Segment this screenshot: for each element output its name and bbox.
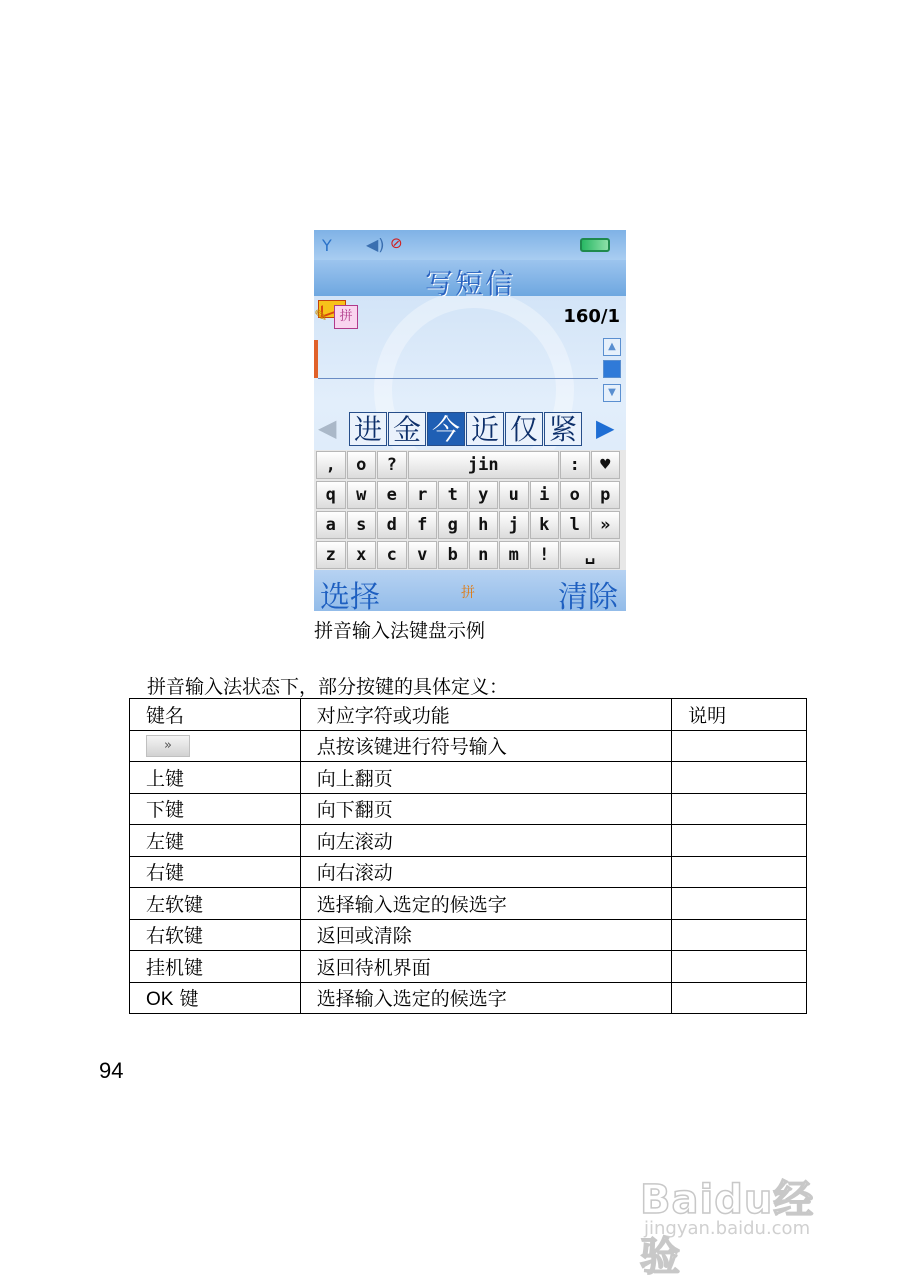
table-row bbox=[130, 888, 807, 920]
key-cell bbox=[130, 730, 301, 762]
keyboard-key[interactable]: : bbox=[560, 451, 590, 479]
keyboard-key[interactable]: r bbox=[408, 481, 438, 509]
keyboard-key[interactable]: b bbox=[438, 541, 468, 569]
keyboard-key[interactable]: x bbox=[347, 541, 377, 569]
function-cell: 向左滚动 bbox=[300, 825, 671, 857]
symbol-key-icon: » bbox=[146, 735, 190, 757]
watermark-brand: Baidu经验 bbox=[640, 1177, 815, 1280]
table-intro: 拼音输入法状态下，部分按键的具体定义： bbox=[147, 676, 509, 698]
function-cell: 向右滚动 bbox=[300, 856, 671, 888]
page-number: 94 bbox=[99, 1058, 124, 1083]
header-note: 说明 bbox=[672, 699, 807, 731]
arrow-left-icon[interactable]: ◀ bbox=[318, 414, 337, 442]
arrow-right-icon[interactable]: ▶ bbox=[596, 414, 615, 442]
candidate-char[interactable]: 金 bbox=[388, 412, 426, 446]
key-suffix: 键 bbox=[179, 988, 199, 1011]
key-cell: 上键 bbox=[130, 762, 301, 794]
silent-icon: ⊘ bbox=[390, 234, 403, 252]
key-definition-table bbox=[129, 698, 807, 1014]
header-key: 键名 bbox=[130, 699, 301, 731]
keyboard-key[interactable]: u bbox=[499, 481, 529, 509]
keyboard-key[interactable]: l bbox=[560, 511, 590, 539]
candidate-bar bbox=[314, 410, 626, 448]
function-cell: 选择输入选定的候选字 bbox=[300, 982, 671, 1014]
keyboard-key[interactable]: k bbox=[530, 511, 560, 539]
keyboard-key[interactable]: d bbox=[377, 511, 407, 539]
note-cell bbox=[672, 982, 807, 1014]
text-area-line[interactable] bbox=[318, 378, 598, 379]
table-row bbox=[130, 825, 807, 857]
keyboard-key[interactable]: , bbox=[316, 451, 346, 479]
left-softkey[interactable]: 选择 bbox=[320, 580, 380, 611]
keyboard-key[interactable]: j bbox=[499, 511, 529, 539]
mode-softkey[interactable]: 拼 bbox=[461, 585, 475, 601]
keyboard-key[interactable]: i bbox=[530, 481, 560, 509]
function-cell: 选择输入选定的候选字 bbox=[300, 888, 671, 920]
key-cell: 右键 bbox=[130, 856, 301, 888]
screen-title: 写短信 bbox=[424, 267, 515, 300]
key-cell: 左软键 bbox=[130, 888, 301, 920]
keyboard-key[interactable]: jin bbox=[408, 451, 560, 479]
keyboard-key[interactable]: q bbox=[316, 481, 346, 509]
keyboard-key[interactable]: z bbox=[316, 541, 346, 569]
keyboard-key[interactable]: a bbox=[316, 511, 346, 539]
keyboard-key[interactable]: o bbox=[347, 451, 377, 479]
char-counter: 160/1 bbox=[563, 306, 620, 327]
keyboard-key[interactable]: v bbox=[408, 541, 438, 569]
note-cell bbox=[672, 793, 807, 825]
table-header-row bbox=[130, 699, 807, 731]
text-cursor bbox=[314, 340, 318, 378]
keyboard-key[interactable]: ␣ bbox=[560, 541, 620, 569]
function-cell: 向下翻页 bbox=[300, 793, 671, 825]
title-bar bbox=[314, 260, 626, 300]
note-cell bbox=[672, 856, 807, 888]
softkey-bar bbox=[314, 570, 626, 611]
scroll-thumb[interactable] bbox=[603, 360, 621, 378]
input-mode-indicator: 拼 bbox=[334, 305, 358, 329]
speaker-icon: ◀) bbox=[366, 235, 385, 254]
note-cell bbox=[672, 951, 807, 983]
baidu-watermark bbox=[640, 1148, 850, 1280]
keyboard-key[interactable]: s bbox=[347, 511, 377, 539]
scroll-down-icon[interactable]: ▼ bbox=[603, 384, 621, 402]
function-cell: 返回待机界面 bbox=[300, 951, 671, 983]
key-cell: 挂机键 bbox=[130, 951, 301, 983]
note-cell bbox=[672, 730, 807, 762]
candidate-char[interactable]: 今 bbox=[427, 412, 465, 446]
keyboard bbox=[314, 450, 626, 570]
note-cell bbox=[672, 825, 807, 857]
candidate-list bbox=[349, 412, 583, 446]
key-cell: 右软键 bbox=[130, 919, 301, 951]
function-cell: 返回或清除 bbox=[300, 919, 671, 951]
keyboard-key[interactable]: p bbox=[591, 481, 621, 509]
keyboard-key[interactable]: » bbox=[591, 511, 621, 539]
right-softkey[interactable]: 清除 bbox=[558, 580, 618, 611]
keyboard-key[interactable]: f bbox=[408, 511, 438, 539]
watermark-url: jingyan.baidu.com bbox=[644, 1218, 811, 1239]
phone-screenshot bbox=[314, 230, 626, 611]
keyboard-key[interactable]: ! bbox=[530, 541, 560, 569]
key-latin: OK bbox=[146, 989, 174, 1011]
table-row bbox=[130, 919, 807, 951]
key-cell: 左键 bbox=[130, 825, 301, 857]
battery-icon bbox=[580, 238, 610, 252]
candidate-char[interactable]: 仅 bbox=[505, 412, 543, 446]
candidate-char[interactable]: 紧 bbox=[544, 412, 582, 446]
keyboard-key[interactable]: ? bbox=[377, 451, 407, 479]
table-row bbox=[130, 856, 807, 888]
keyboard-key[interactable]: m bbox=[499, 541, 529, 569]
keyboard-key[interactable]: g bbox=[438, 511, 468, 539]
note-cell bbox=[672, 919, 807, 951]
keyboard-key[interactable]: w bbox=[347, 481, 377, 509]
signal-icon: Y bbox=[322, 236, 332, 255]
keyboard-key[interactable]: n bbox=[469, 541, 499, 569]
scroll-up-icon[interactable]: ▲ bbox=[603, 338, 621, 356]
table-row bbox=[130, 762, 807, 794]
keyboard-key[interactable]: c bbox=[377, 541, 407, 569]
keyboard-key[interactable]: h bbox=[469, 511, 499, 539]
keyboard-key[interactable]: y bbox=[469, 481, 499, 509]
note-cell bbox=[672, 888, 807, 920]
candidate-char[interactable]: 进 bbox=[349, 412, 387, 446]
keyboard-key[interactable]: t bbox=[438, 481, 468, 509]
status-bar bbox=[314, 230, 626, 260]
key-cell bbox=[130, 982, 301, 1014]
table-row bbox=[130, 793, 807, 825]
figure-caption: 拼音输入法键盘示例 bbox=[314, 620, 486, 642]
table-row bbox=[130, 982, 807, 1014]
keyboard-key[interactable]: e bbox=[377, 481, 407, 509]
keyboard-key[interactable]: o bbox=[560, 481, 590, 509]
header-function: 对应字符或功能 bbox=[300, 699, 671, 731]
keyboard-key[interactable]: ♥ bbox=[591, 451, 621, 479]
pencil-icon: ✎ bbox=[314, 306, 328, 325]
function-cell: 点按该键进行符号输入 bbox=[300, 730, 671, 762]
candidate-char[interactable]: 近 bbox=[466, 412, 504, 446]
table-row bbox=[130, 730, 807, 762]
function-cell: 向上翻页 bbox=[300, 762, 671, 794]
note-cell bbox=[672, 762, 807, 794]
table-row bbox=[130, 951, 807, 983]
key-cell: 下键 bbox=[130, 793, 301, 825]
